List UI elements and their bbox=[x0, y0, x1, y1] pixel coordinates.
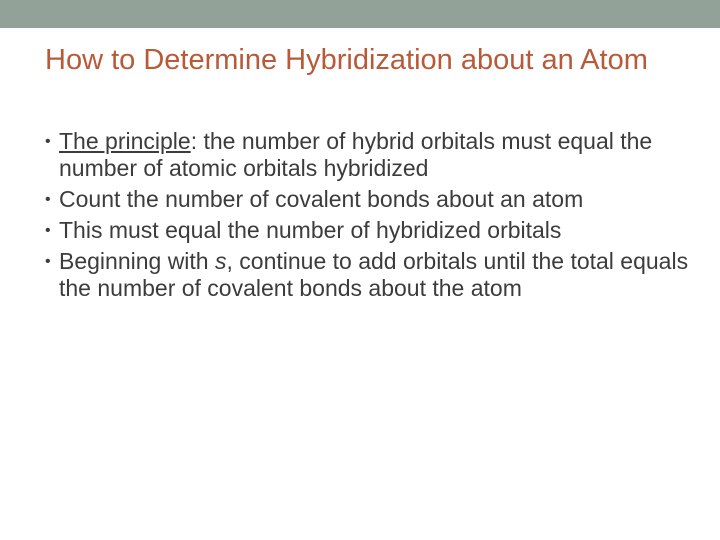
slide-title: How to Determine Hybridization about an Atom bbox=[45, 44, 648, 76]
beginning-text-after: , continue to add orbitals until the total equals the number of covalent bonds about the atom bbox=[59, 248, 689, 301]
s-orbital-symbol: s bbox=[215, 248, 227, 274]
beginning-text-before: Beginning with bbox=[59, 248, 215, 274]
count-bonds-text: Count the number of covalent bonds about an atom bbox=[59, 186, 584, 212]
equal-orbitals-text: This must equal the number of hybridized orbitals bbox=[59, 217, 562, 243]
bullet-list bbox=[45, 128, 695, 306]
bullet-item-count-bonds bbox=[45, 186, 695, 213]
principle-text: : the number of hybrid orbitals must equal the number of atomic orbitals hybridized bbox=[59, 128, 653, 181]
bullet-item-equal-orbitals bbox=[45, 217, 695, 244]
bullet-item-principle bbox=[45, 128, 695, 182]
principle-label: The principle bbox=[59, 128, 191, 154]
bullet-item-beginning-with-s bbox=[45, 248, 695, 302]
top-accent-band bbox=[0, 0, 720, 28]
